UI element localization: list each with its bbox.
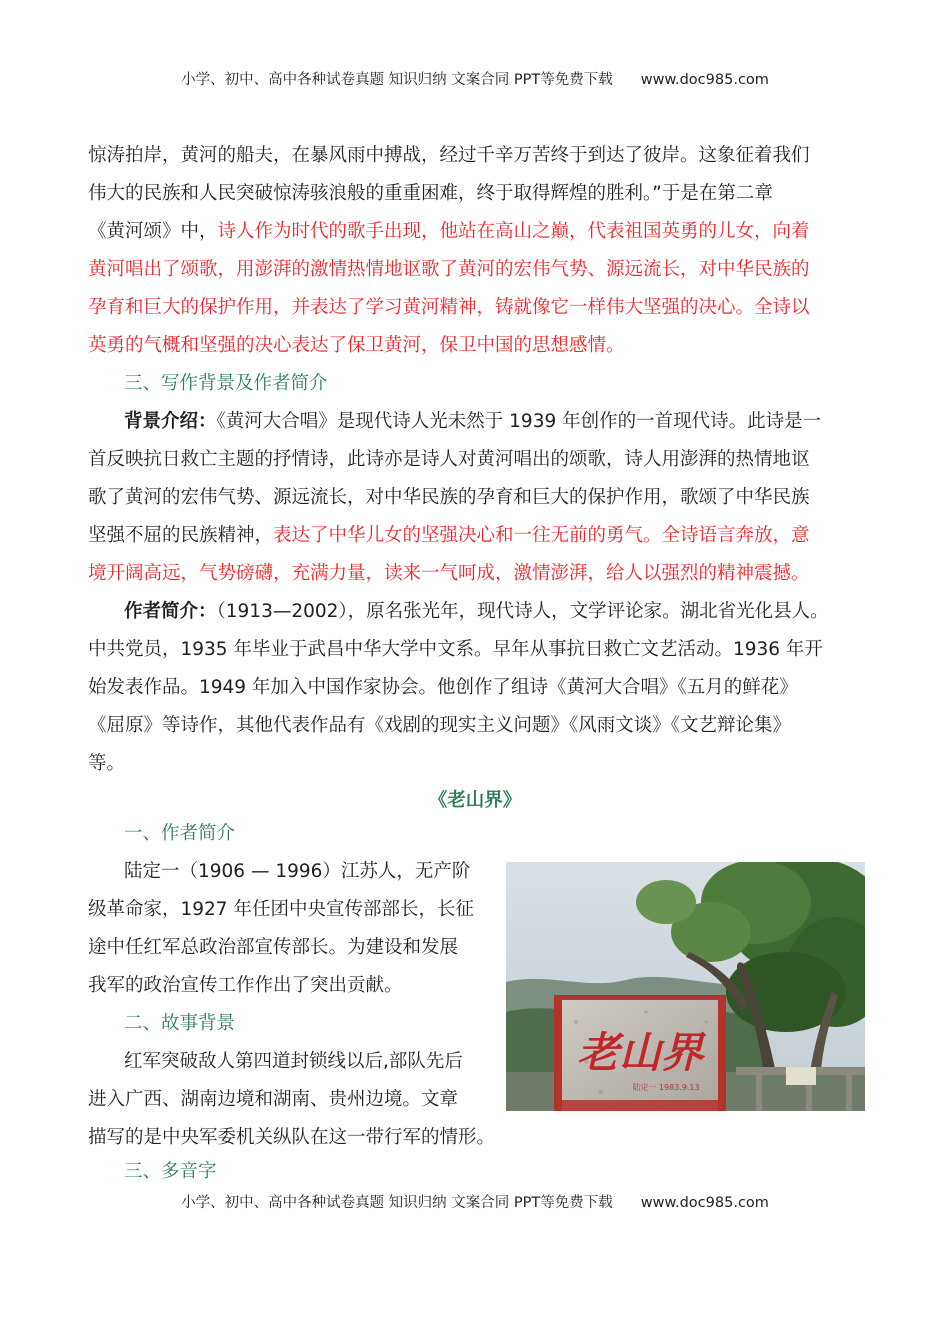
bg-line4-black: 坚强不屈的民族精神， xyxy=(88,525,274,546)
lsj-heading-story: 二、故事背景 xyxy=(124,1013,236,1034)
footer-site-link[interactable]: www.doc985.com xyxy=(640,1195,769,1211)
author-line5: 等。 xyxy=(88,753,126,774)
header-site-link[interactable]: www.doc985.com xyxy=(640,72,769,88)
laoshanjie-stone-photo xyxy=(506,862,865,1111)
bg-line4 xyxy=(88,517,810,555)
author-line1-text: （1913—2002），原名张光年，现代诗人，文学评论家。湖北省光化县人。 xyxy=(216,601,829,622)
bg-line2: 首反映抗日救亡主题的抒情诗，此诗亦是诗人对黄河唱出的颂歌，诗人用澎湃的热情地讴 xyxy=(88,449,810,470)
lsj-heading-author: 一、作者简介 xyxy=(124,823,236,844)
lsj-author-line4: 我军的政治宣传工作作出了突出贡献。 xyxy=(88,975,403,996)
lsj-story-line3: 描写的是中央军委机关纵队在这一带行军的情形。 xyxy=(88,1127,496,1148)
bg-line4-red: 表达了中华儿女的坚强决心和一往无前的勇气。全诗语言奔放，意 xyxy=(273,525,810,546)
svg-text:陆定一 1983.9.13: 陆定一 1983.9.13 xyxy=(632,1083,700,1092)
footer-text: 小学、初中、高中各种试卷真题 知识归纳 文案合同 PPT等免费下载 xyxy=(181,1195,613,1211)
author-line3: 始发表作品。1949 年加入中国作家协会。他创作了组诗《黄河大合唱》《五月的鲜花》 xyxy=(88,677,798,698)
lsj-story-line1: 红军突破敌人第四道封锁线以后,部队先后 xyxy=(124,1051,463,1072)
bg-line1 xyxy=(124,403,821,441)
lsj-author-line1: 陆定一（1906 — 1996）江苏人，无产阶 xyxy=(124,861,471,882)
para1-line2: 伟大的民族和人民突破惊涛骇浪般的重重困难，终于取得辉煌的胜利。”于是在第二章 xyxy=(88,183,773,204)
svg-text:老山界: 老山界 xyxy=(576,1028,704,1077)
para1-line4: 黄河唱出了颂歌，用澎湃的激情热情地讴歌了黄河的宏伟气势、源远流长，对中华民族的 xyxy=(88,259,810,280)
para1-line3-black: 《黄河颂》中， xyxy=(88,221,218,242)
section3-heading: 三、写作背景及作者简介 xyxy=(124,373,328,394)
author-line4: 《屈原》等诗作，其他代表作品有《戏剧的现实主义问题》《风雨文谈》《文艺辩论集》 xyxy=(88,715,792,736)
para1-line3-red: 诗人作为时代的歌手出现，他站在高山之巅，代表祖国英勇的儿女，向着 xyxy=(217,221,810,242)
bg-line3: 歌了黄河的宏伟气势、源远流长，对中华民族的孕育和巨大的保护作用，歌颂了中华民族 xyxy=(88,487,810,508)
para1-line3 xyxy=(88,213,810,251)
lsj-heading-polyphone: 三、多音字 xyxy=(124,1161,217,1182)
lesson-title: 《老山界》 xyxy=(428,790,522,811)
lsj-story-line2: 进入广西、湖南边境和湖南、贵州边境。文章 xyxy=(88,1089,459,1110)
bg-line1-text: 《黄河大合唱》是现代诗人光未然于 1939 年创作的一首现代诗。此诗是一 xyxy=(216,411,822,432)
page-header xyxy=(0,68,950,89)
author-label: 作者简介： xyxy=(124,601,217,622)
author-line1 xyxy=(124,593,829,631)
page-footer xyxy=(0,1191,950,1212)
para1-line1: 惊涛拍岸，黄河的船夫，在暴风雨中搏战，经过千辛万苦终于到达了彼岸。这象征着我们 xyxy=(88,145,810,166)
para1-line6: 英勇的气概和坚强的决心表达了保卫黄河，保卫中国的思想感情。 xyxy=(88,335,625,356)
header-text: 小学、初中、高中各种试卷真题 知识归纳 文案合同 PPT等免费下载 xyxy=(181,72,613,88)
bg-label: 背景介绍： xyxy=(124,411,217,432)
lsj-author-line3: 途中任红军总政治部宣传部长。为建设和发展 xyxy=(88,937,459,958)
lsj-author-line2: 级革命家，1927 年任团中央宣传部部长，长征 xyxy=(88,899,474,920)
author-line2: 中共党员，1935 年毕业于武昌中华大学中文系。早年从事抗日救亡文艺活动。1936 年开 xyxy=(88,639,823,660)
bg-line5: 境开阔高远，气势磅礴，充满力量，读来一气呵成，激情澎湃，给人以强烈的精神震撼。 xyxy=(88,563,810,584)
para1-line5: 孕育和巨大的保护作用，并表达了学习黄河精神，铸就像它一样伟大坚强的决心。全诗以 xyxy=(88,297,810,318)
